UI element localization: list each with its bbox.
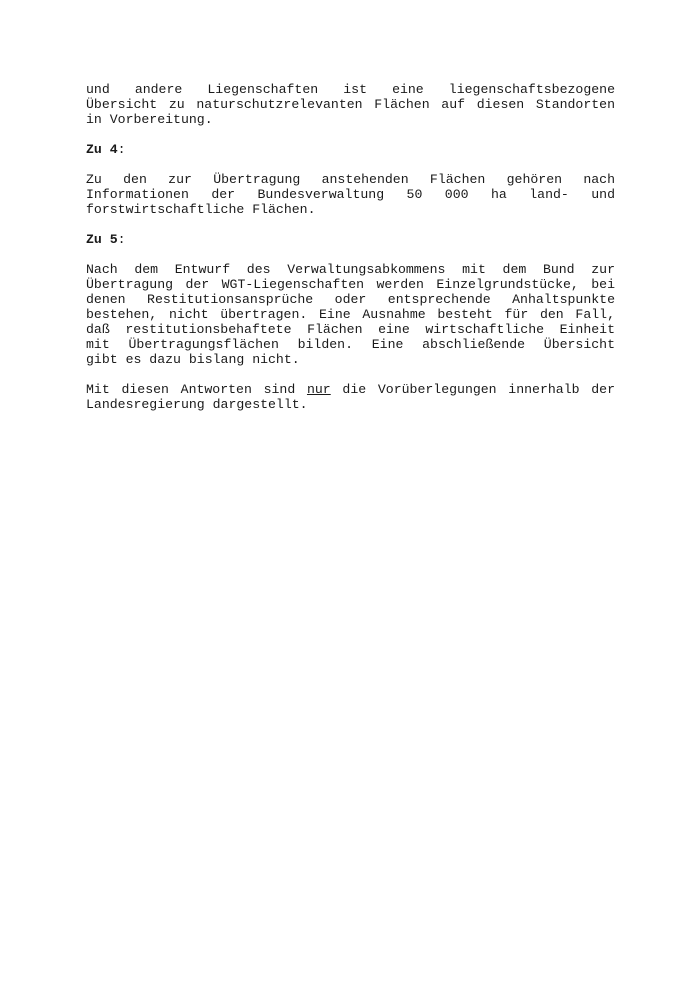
intro-line-2: Übersicht zu naturschutzrelevanten Flächen auf diesen Standorten — [86, 97, 615, 112]
intro-paragraph — [86, 82, 615, 127]
document-page — [86, 82, 615, 427]
section-4-paragraph — [86, 172, 615, 217]
closing-text-after: die Vorüberlegungen innerhalb der — [330, 382, 615, 397]
intro-line-3: in Vorbereitung. — [86, 112, 213, 127]
section-5-line-2: Übertragung der WGT-Liegenschaften werden Einzelgrundstücke, bei — [86, 277, 615, 292]
closing-line-2: Landesregierung dargestellt. — [86, 397, 308, 412]
section-5-line-1: Nach dem Entwurf des Verwaltungsabkommens mit dem Bund zur — [86, 262, 615, 277]
section-5-line-4: bestehen, nicht übertragen. Eine Ausnahme besteht für den Fall, — [86, 307, 615, 322]
section-4-heading — [86, 142, 615, 157]
section-4-heading-label: Zu 4 — [86, 142, 118, 157]
closing-text-before: Mit diesen Antworten sind — [86, 382, 307, 397]
closing-paragraph — [86, 382, 615, 412]
closing-line-1 — [86, 382, 615, 397]
section-5-line-3: denen Restitutionsansprüche oder entsprechende Anhaltspunkte — [86, 292, 615, 307]
section-5-heading-colon: : — [117, 232, 126, 247]
section-4-line-3: forstwirtschaftliche Flächen. — [86, 202, 316, 217]
section-5-paragraph — [86, 262, 615, 367]
closing-underlined-word: nur — [306, 382, 331, 397]
section-5-line-7: gibt es dazu bislang nicht. — [86, 352, 300, 367]
intro-line-1: und andere Liegenschaften ist eine liegenschaftsbezogene — [86, 82, 615, 97]
section-4-heading-colon: : — [117, 142, 126, 157]
section-5-line-5: daß restitutionsbehaftete Flächen eine wirtschaftliche Einheit — [86, 322, 615, 337]
section-4-line-2: Informationen der Bundesverwaltung 50 000 ha land- und — [86, 187, 615, 202]
section-4-line-1: Zu den zur Übertragung anstehenden Flächen gehören nach — [86, 172, 615, 187]
section-5-line-6: mit Übertragungsflächen bilden. Eine abschließende Übersicht — [86, 337, 615, 352]
section-5-heading-label: Zu 5 — [86, 232, 118, 247]
section-5-heading — [86, 232, 615, 247]
